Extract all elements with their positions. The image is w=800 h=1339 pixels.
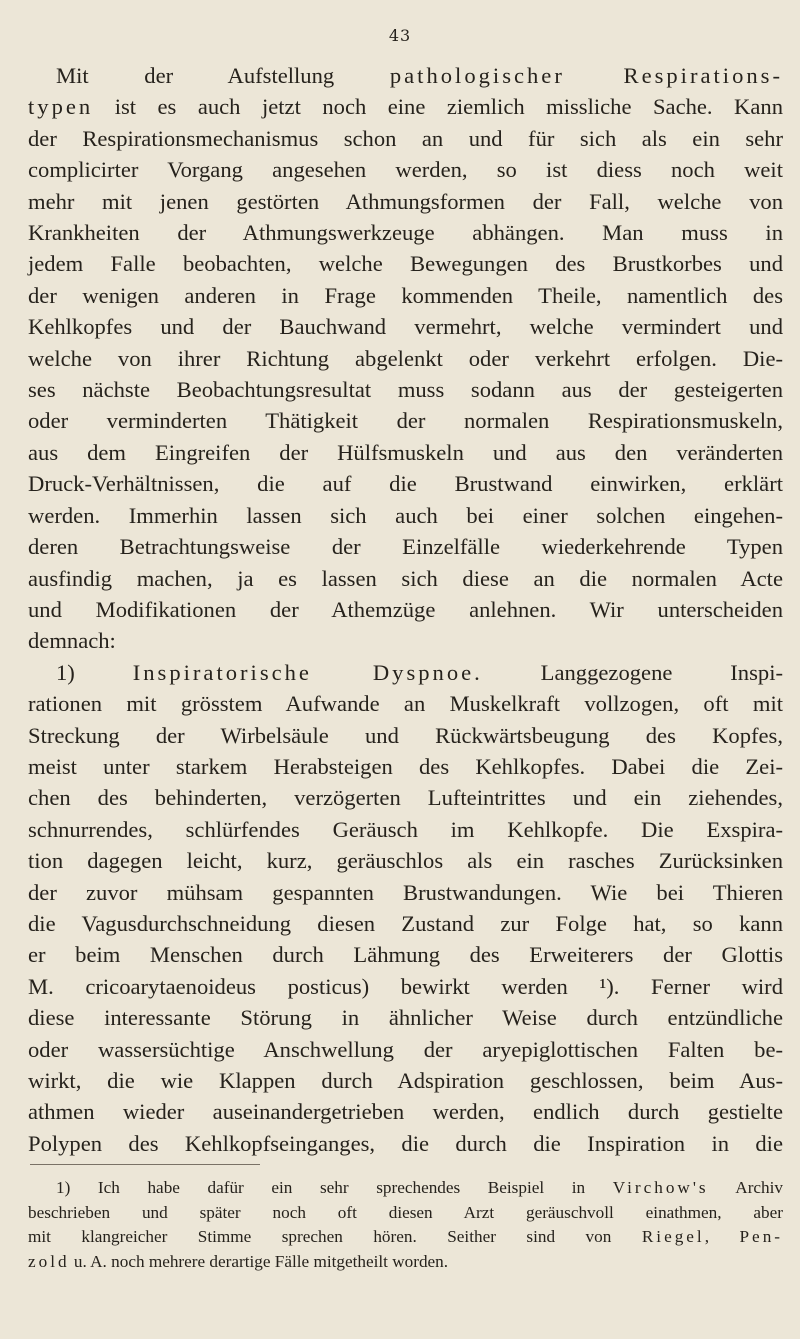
text-line: Druck-Verhältnissen, die auf die Brustwand einwirken, erklärt [28, 471, 783, 497]
footnote-line [28, 1176, 783, 1201]
text-span: u. A. noch mehrere derartige Fälle mitgetheilt worden. [69, 1251, 449, 1271]
text-line: Streckung der Wirbelsäule und Rückwärtsbeugung des Kopfes, [28, 722, 783, 748]
main-text [28, 60, 783, 1159]
text-line [28, 91, 783, 122]
text-span: ist es auch jetzt noch eine ziemlich missliche Sache. Kann [93, 94, 783, 120]
text-line: meist unter starkem Herabsteigen des Kehlkopfes. Dabei die Zei- [28, 753, 783, 779]
text-line: rationen mit grösstem Aufwande an Muskelkraft vollzogen, oft mit [28, 691, 783, 717]
text-line: er beim Menschen durch Lähmung des Erweiterers der Glottis [28, 942, 783, 968]
text-line: chen des behinderten, verzögerten Lufteintrittes und ein ziehendes, [28, 785, 783, 811]
text-line: schnurrendes, schlürfendes Geräusch im Kehlkopfe. Die Exspira- [28, 816, 783, 842]
text-line: jedem Falle beobachten, welche Bewegungen des Brustkorbes und [28, 251, 783, 277]
text-line: demnach: [28, 628, 116, 654]
text-line: Kehlkopfes und der Bauchwand vermehrt, welche vermindert und [28, 314, 783, 340]
section-heading: Inspiratorische Dyspnoe. [132, 659, 483, 685]
text-line: oder wassersüchtige Anschwellung der aryepiglottischen Falten be- [28, 1036, 783, 1062]
text-span: mit klangreicher Stimme sprechen hören. Seither sind von [28, 1227, 612, 1247]
text-line: werden. Immerhin lassen sich auch bei einer solchen eingehen- [28, 502, 783, 528]
text-line: ausfindig machen, ja es lassen sich diese an die normalen Acte [28, 565, 783, 591]
footnote-line: beschrieben und später noch oft diesen Arzt geräuschvoll einathmen, aber [28, 1202, 783, 1222]
text-line: Polypen des Kehlkopfseinganges, die durch die Inspiration in die [28, 1130, 783, 1156]
text-line: Krankheiten der Athmungswerkzeuge abhängen. Man muss in [28, 220, 783, 246]
footnote-line [28, 1250, 783, 1275]
spaced-name: zold [28, 1251, 70, 1271]
text-line: welche von ihrer Richtung abgelenkt oder verkehrt erfolgen. Die- [28, 345, 783, 371]
text-line: deren Betrachtungsweise der Einzelfälle wiederkehrende Typen [28, 534, 783, 560]
text-line: tion dagegen leicht, kurz, geräuschlos als ein rasches Zurücksinken [28, 848, 783, 874]
text-line: complicirter Vorgang angesehen werden, so ist diess noch weit [28, 157, 783, 183]
text-line: der Respirationsmechanismus schon an und für sich als ein sehr [28, 125, 783, 151]
footnote [28, 1176, 783, 1274]
text-line: und Modifikationen der Athemzüge anlehnen. Wir unterscheiden [28, 596, 783, 622]
page-number: 43 [388, 26, 412, 45]
text-line: mehr mit jenen gestörten Athmungsformen der Fall, welche von [28, 188, 783, 214]
spaced-name: Pen- [739, 1227, 784, 1247]
text-line: aus dem Eingreifen der Hülfsmuskeln und aus den veränderten [28, 439, 783, 465]
text-line: M. cricoarytaenoideus posticus) bewirkt werden ¹). Ferner wird [28, 973, 783, 999]
text-line: ses nächste Beobachtungsresultat muss sodann aus der gesteigerten [28, 377, 783, 403]
text-line [28, 60, 783, 91]
text-span: Archiv [708, 1178, 784, 1197]
text-line: oder verminderten Thätigkeit der normalen Respirationsmuskeln, [28, 408, 783, 434]
text-line: der wenigen anderen in Frage kommenden Theile, namentlich des [28, 282, 783, 308]
spaced-name: Virchow's [612, 1178, 709, 1197]
text-line [28, 657, 783, 688]
text-line: die Vagusdurchschneidung diesen Zustand zur Folge hat, so kann [28, 910, 783, 936]
text-line: diese interessante Störung in ähnlicher Weise durch entzündliche [28, 1005, 783, 1031]
spaced-name: Riegel [641, 1227, 705, 1247]
spaced-term: typen [28, 94, 94, 120]
text-span: 1) Ich habe dafür ein sehr sprechendes Beispiel in [56, 1178, 586, 1197]
text-line: der zuvor mühsam gespannten Brustwandungen. Wie bei Thieren [28, 879, 783, 905]
spaced-term: pathologischer Respirations- [389, 63, 783, 88]
text-span: , [704, 1227, 709, 1247]
text-span: Langgezogene Inspi- [482, 659, 783, 685]
list-number: 1) [56, 659, 75, 685]
footnote-line [28, 1225, 783, 1250]
text-line: wirkt, die wie Klappen durch Adspiration geschlossen, beim Aus- [28, 1068, 783, 1093]
footnote-divider [30, 1164, 260, 1165]
text-line: athmen wieder auseinandergetrieben werden, endlich durch gestielte [28, 1099, 783, 1125]
text-span: Mit der Aufstellung [56, 63, 335, 88]
